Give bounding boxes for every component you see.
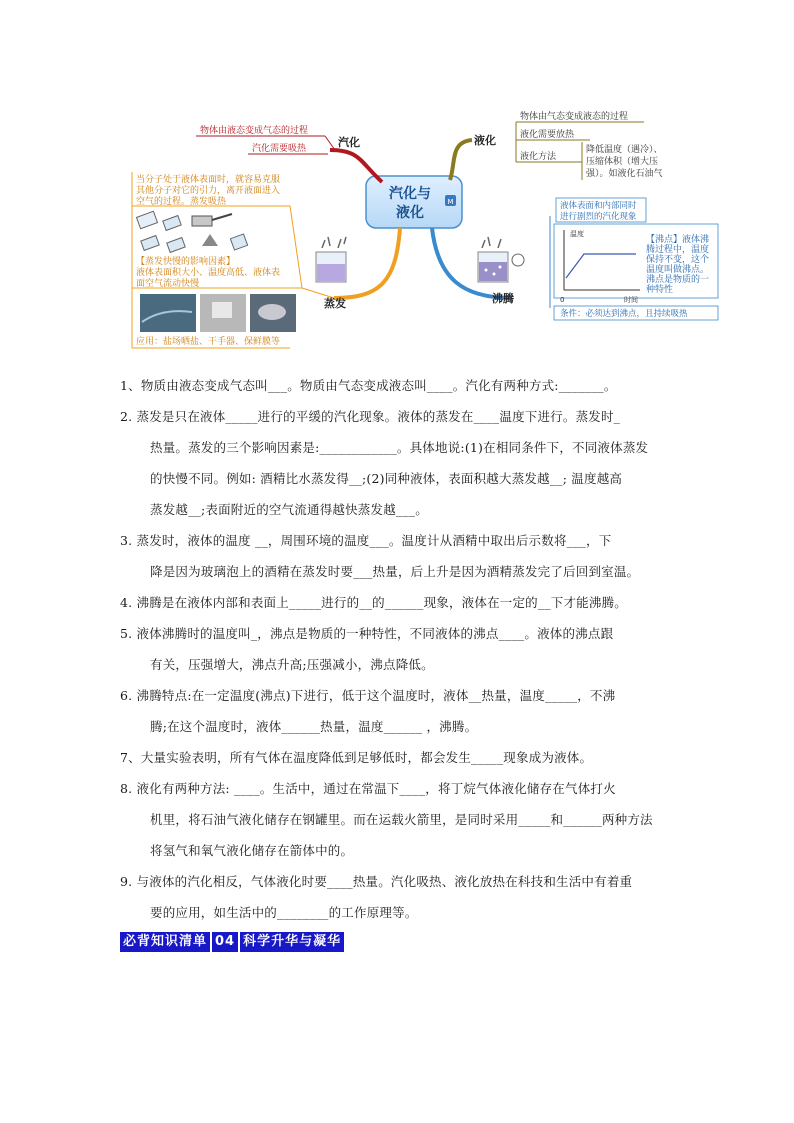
svg-text:液化方法: 液化方法 <box>520 152 557 162</box>
svg-text:0: 0 <box>560 296 565 304</box>
question-4: 4. 沸腾是在液体内部和表面上_____进行的__的______现象，液体在一定的__下才能沸腾。 <box>120 595 627 610</box>
svg-text:汽化需要吸热: 汽化需要吸热 <box>252 144 307 154</box>
svg-text:应用：盐场晒盐、干手器、保鲜膜等: 应用：盐场晒盐、干手器、保鲜膜等 <box>136 337 281 347</box>
question-2: 2. 蒸发是只在液体_____进行的平缓的汽化现象。液体的蒸发在____温度下进行。蒸发时_ 热量。蒸发的三个影响因素是:____________。具体地说:(1)在相同条件下，不同液体蒸发 的快慢不同。例如: 酒精比水蒸发得__;(2)同种液体，表面积越大蒸发越__; 温度越高 蒸发越__;表面附近的空气流通得越快蒸发越___。 <box>120 409 649 517</box>
svg-text:面空气流动快慢: 面空气流动快慢 <box>136 279 200 289</box>
svg-text:M: M <box>447 198 454 206</box>
svg-text:沸点是物质的一: 沸点是物质的一 <box>646 275 710 285</box>
svg-text:物体由气态变成液态的过程: 物体由气态变成液态的过程 <box>520 112 629 122</box>
question-8: 8. 液化有两种方法: ____。生活中，通过在常温下____，将丁烷气体液化储存在气体打火 机里，将石油气液化储存在钢罐里。而在运载火箭里，是同时采用_____和______两种方法 将氢气和氧气液化储存在箭体中的。 <box>120 781 653 858</box>
boiling-beaker-icon <box>478 237 524 282</box>
svg-text:其他分子对它的引力，离开液面进入: 其他分子对它的引力，离开液面进入 <box>136 186 281 196</box>
section-banner <box>120 932 344 952</box>
center-node <box>366 176 462 228</box>
question-7: 7、大量实验表明，所有气体在温度降低到足够低时，都会发生_____现象成为液体。 <box>120 750 593 765</box>
mind-map <box>120 102 720 354</box>
svg-text:时间: 时间 <box>624 296 638 304</box>
svg-text:空气的过程。蒸发吸热: 空气的过程。蒸发吸热 <box>136 197 227 207</box>
svg-text:种特性: 种特性 <box>646 285 674 295</box>
svg-text:腾过程中，温度: 腾过程中，温度 <box>646 245 710 255</box>
svg-text:沸腾: 沸腾 <box>492 292 514 305</box>
evaporation-branch <box>132 172 346 348</box>
svg-text:液体表面和内部同时: 液体表面和内部同时 <box>560 201 637 211</box>
svg-text:蒸发: 蒸发 <box>324 297 346 310</box>
svg-text:保持不变，这个: 保持不变，这个 <box>646 255 710 265</box>
evaporation-pictures <box>136 211 247 252</box>
banner-label: 必背知识清单 <box>120 932 210 952</box>
svg-text:条件：必须达到沸点，且持续吸热: 条件：必须达到沸点，且持续吸热 <box>560 309 688 319</box>
liquefaction-branch <box>474 110 663 180</box>
question-3: 3. 蒸发时，液体的温度 __，周围环境的温度___。温度计从酒精中取出后示数将___，下 降是因为玻璃泡上的酒精在蒸发时要___热量，后上升是因为酒精蒸发完了后回到室温。 <box>120 533 640 579</box>
svg-text:液化需要放热: 液化需要放热 <box>520 130 575 140</box>
svg-text:温度叫做沸点。: 温度叫做沸点。 <box>646 265 710 275</box>
svg-text:压缩体积（增大压: 压缩体积（增大压 <box>586 157 659 167</box>
svg-text:温度: 温度 <box>570 230 584 238</box>
application-photos <box>140 294 296 332</box>
svg-text:液体表面积大小、温度高低、液体表: 液体表面积大小、温度高低、液体表 <box>136 268 281 278</box>
question-5: 5. 液体沸腾时的温度叫_，沸点是物质的一种特性，不同液体的沸点____。液体的沸点跟 有关，压强增大，沸点升高;压强减小，沸点降低。 <box>120 626 614 672</box>
svg-text:进行剧烈的汽化现象: 进行剧烈的汽化现象 <box>560 212 637 222</box>
boiling-branch <box>478 198 718 320</box>
svg-text:【蒸发快慢的影响因素】: 【蒸发快慢的影响因素】 <box>136 257 236 267</box>
svg-text:【沸点】液体沸: 【沸点】液体沸 <box>646 235 710 245</box>
svg-text:当分子处于液体表面时，就容易克服: 当分子处于液体表面时，就容易克服 <box>136 175 281 185</box>
svg-text:降低温度（遇冷）、: 降低温度（遇冷）、 <box>586 145 663 155</box>
banner-number: 04 <box>212 932 238 952</box>
svg-text:液化: 液化 <box>474 134 496 147</box>
svg-text:强）。如液化石油气: 强）。如液化石油气 <box>586 169 663 179</box>
banner-title: 科学升华与凝华 <box>240 932 344 952</box>
svg-text:液化: 液化 <box>396 205 424 221</box>
svg-text:物体由液态变成气态的过程: 物体由液态变成气态的过程 <box>200 126 309 136</box>
question-6: 6. 沸腾特点:在一定温度(沸点)下进行，低于这个温度时，液体__热量，温度_____，不沸 腾;在这个温度时，液体______热量，温度______ ，沸腾。 <box>120 688 616 734</box>
questions-list <box>120 370 680 928</box>
question-9: 9. 与液体的汽化相反，气体液化时要____热量。汽化吸热、液化放热在科技和生活中有着重 要的应用，如生活中的________的工作原理等。 <box>120 874 633 920</box>
question-1: 1、物质由液态变成气态叫___。物质由气态变成液态叫____。汽化有两种方式:_______。 <box>120 378 617 393</box>
svg-text:汽化: 汽化 <box>338 136 360 149</box>
svg-text:汽化与: 汽化与 <box>389 186 431 202</box>
evaporation-beaker-icon <box>316 237 346 282</box>
